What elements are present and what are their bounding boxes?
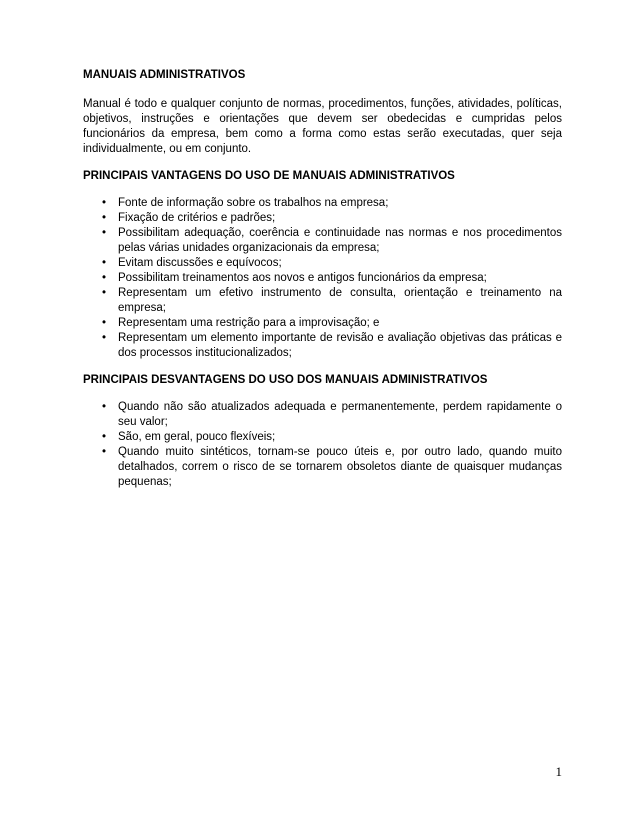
bullet-icon: • — [101, 227, 107, 239]
bullet-icon: • — [101, 446, 107, 458]
bullet-icon: • — [101, 317, 107, 329]
document-page — [83, 68, 562, 490]
bullet-icon: • — [101, 257, 107, 269]
bullet-icon: • — [101, 197, 107, 209]
page-number: 1 — [555, 764, 562, 779]
list-item: • Quando muito sintéticos, tornam-se pouco úteis e, por outro lado, quando muito detalhados, correm o risco de se tornarem obsoletos diante de quaisquer mudanças pequenas; — [83, 445, 562, 490]
list-item: • Evitam discussões e equívocos; — [83, 256, 562, 271]
bullet-icon: • — [101, 431, 107, 443]
list-item: • Representam um efetivo instrumento de consulta, orientação e treinamento na empresa; — [83, 286, 562, 316]
list-item: • Possibilitam treinamentos aos novos e antigos funcionários da empresa; — [83, 271, 562, 286]
bullet-icon: • — [101, 272, 107, 284]
bullet-icon: • — [101, 401, 107, 413]
disadvantages-list — [83, 400, 562, 490]
list-item: • Possibilitam adequação, coerência e continuidade nas normas e nos procedimentos pelas várias unidades organizacionais da empresa; — [83, 226, 562, 256]
intro-paragraph: Manual é todo e qualquer conjunto de normas, procedimentos, funções, atividades, políticas, objetivos, instruções e orientações que devem ser obedecidas e cumpridas pelos funcionários da empresa, bem como a forma como estas serão executadas, quer seja individualmente, ou em conjunto. — [83, 98, 562, 155]
advantages-heading: PRINCIPAIS VANTAGENS DO USO DE MANUAIS ADMINISTRATIVOS — [83, 170, 455, 182]
list-item: • Fonte de informação sobre os trabalhos na empresa; — [83, 196, 562, 211]
disadvantages-heading: PRINCIPAIS DESVANTAGENS DO USO DOS MANUAIS ADMINISTRATIVOS — [83, 374, 488, 386]
document-title: MANUAIS ADMINISTRATIVOS — [83, 69, 246, 81]
list-item: • Representam um elemento importante de revisão e avaliação objetivas das práticas e dos processos institucionalizados; — [83, 331, 562, 361]
list-item: • Representam uma restrição para a improvisação; e — [83, 316, 562, 331]
bullet-icon: • — [101, 212, 107, 224]
bullet-icon: • — [101, 287, 107, 299]
list-item: • Fixação de critérios e padrões; — [83, 211, 562, 226]
bullet-icon: • — [101, 332, 107, 344]
list-item: • São, em geral, pouco flexíveis; — [83, 430, 562, 445]
list-item: • Quando não são atualizados adequada e permanentemente, perdem rapidamente o seu valor; — [83, 400, 562, 430]
advantages-list — [83, 196, 562, 361]
